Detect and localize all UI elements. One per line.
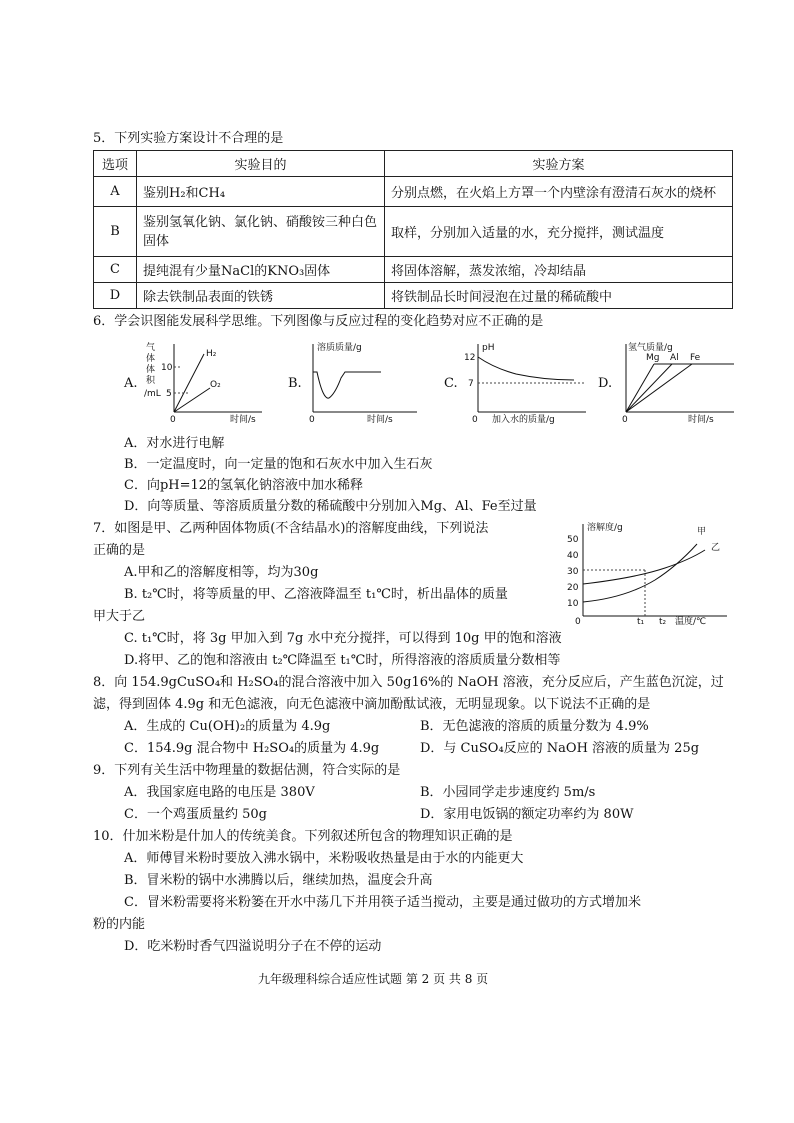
q10-option-a: A．师傅冒米粉时要放入沸水锅中，米粉吸收热量是由于水的内能更大 (124, 851, 524, 866)
q7-option-d: D.将甲、乙的饱和溶液由 t₂℃降温至 t₁℃时，所得溶液的溶质质量分数相等 (124, 653, 561, 668)
table-row (94, 177, 733, 207)
graph-d (616, 340, 740, 426)
solubility-ytick-20: 20 (567, 583, 579, 593)
graph-a-line-o2 (174, 388, 210, 412)
table-row (94, 207, 733, 257)
graph-c-label: C. (444, 376, 458, 391)
graph-d-series-al: Al (670, 353, 679, 363)
q10-option-c-2: 粉的内能 (93, 917, 146, 932)
q9-option-a: A．我国家庭电路的电压是 380V (124, 785, 315, 800)
q5-stem: 5．下列实验方案设计不合理的是 (93, 131, 284, 146)
q9-option-d: D．家用电饭锅的额定功率约为 80W (420, 807, 634, 822)
graph-d-xlabel: 时间/s (688, 415, 714, 425)
q8-option-d: D．与 CuSO₄反应的 NaOH 溶液的质量为 25g (420, 741, 700, 756)
header-purpose: 实验目的 (137, 151, 385, 177)
graph-a (142, 340, 272, 426)
graph-a-origin: 0 (170, 415, 176, 425)
graph-a-ytick-5: 5 (166, 389, 172, 399)
graph-a-ylabel-1: 气 (146, 343, 156, 353)
q8-option-b: B．无色滤液的溶质的质量分数为 4.9% (420, 719, 649, 734)
q6-option-a: A．对水进行电解 (124, 436, 225, 451)
q6-stem: 6．学会识图能发展科学思维。下列图像与反应过程的变化趋势对应不正确的是 (93, 314, 544, 329)
graph-d-ylabel: 氢气质量/g (628, 343, 673, 353)
q7-option-b-2: 甲大于乙 (93, 609, 146, 624)
q8-option-a: A．生成的 Cu(OH)₂的质量为 4.9g (124, 719, 331, 734)
row-plan: 将铁制品长时间浸泡在过量的稀硫酸中 (385, 283, 733, 309)
graph-d-origin: 0 (622, 415, 628, 425)
q9-option-c: C．一个鸡蛋质量约 50g (124, 807, 267, 822)
graph-c-curve (478, 357, 574, 380)
solubility-ytick-10: 10 (567, 599, 579, 609)
solubility-xlabel: 温度/℃ (675, 617, 707, 627)
graph-b-xlabel: 时间/s (367, 415, 393, 425)
q9-stem: 9．下列有关生活中物理量的数据估测，符合实际的是 (93, 763, 401, 778)
solubility-ytick-50: 50 (567, 535, 579, 545)
solubility-origin: 0 (575, 617, 581, 627)
graph-a-line-h2 (174, 354, 204, 412)
graph-c-xlabel: 加入水的质量/g (492, 415, 555, 425)
graph-d-line-al (626, 364, 672, 412)
graph-a-ylabel-5: /mL (144, 389, 161, 399)
graph-d-line-mg (626, 364, 654, 412)
q8-option-c: C．154.9g 混合物中 H₂SO₄的质量为 4.9g (124, 741, 380, 756)
row-purpose: 鉴别H₂和CH₄ (137, 177, 385, 207)
graph-a-label: A. (124, 376, 138, 391)
q10-stem: 10．什加米粉是什加人的传统美食。下列叙述所包含的物理知识正确的是 (93, 829, 513, 844)
graph-c-ytick-12: 12 (464, 353, 476, 363)
q7-option-c: C. t₁℃时，将 3g 甲加入到 7g 水中充分搅拌，可以得到 10g 甲的饱和溶液 (124, 631, 562, 646)
graph-d-series-mg: Mg (646, 353, 660, 363)
graph-c-ytick-7: 7 (468, 379, 474, 389)
solubility-ytick-30: 30 (567, 567, 579, 577)
graph-b-label: B. (288, 376, 302, 391)
graph-c-origin: 0 (472, 415, 478, 425)
q6-option-d: D．向等质量、等溶质质量分数的稀硫酸中分别加入Mg、Al、Fe至过量 (124, 499, 537, 514)
graph-a-ylabel-3: 体 (146, 365, 156, 375)
row-option: D (94, 283, 137, 309)
q8-stem-1: 8．向 154.9gCuSO₄和 H₂SO₄的混合溶液中加入 50g16%的 NaOH 溶液，充分反应后，产生蓝色沉淀，过 (93, 675, 724, 690)
solubility-ylabel: 溶解度/g (587, 523, 623, 533)
row-plan: 将固体溶解，蒸发浓缩，冷却结晶 (385, 257, 733, 283)
row-purpose: 除去铁制品表面的铁锈 (137, 283, 385, 309)
row-option: A (94, 177, 137, 207)
graph-c-ylabel: pH (482, 343, 495, 353)
header-option: 选项 (94, 151, 137, 177)
solubility-series-jia: 甲 (697, 527, 707, 537)
graph-b-ylabel: 溶质质量/g (317, 343, 362, 353)
row-purpose: 提纯混有少量NaCl的KNO₃固体 (137, 257, 385, 283)
q8-stem-2: 滤，得到固体 4.9g 和无色滤液，向无色滤液中滴加酚酞试液，无明显现象。以下说法不正确的是 (93, 697, 651, 712)
q7-stem-1: 7．如图是甲、乙两种固体物质(不含结晶水)的溶解度曲线，下列说法 (93, 521, 489, 536)
graph-a-ytick-10: 10 (161, 363, 173, 373)
row-plan: 取样，分别加入适量的水，充分搅拌，测试温度 (385, 207, 733, 257)
row-purpose: 鉴别氢氧化钠、氯化钠、硝酸铵三种白色固体 (137, 207, 385, 257)
q6-option-c: C．向pH=12的氢氧化钠溶液中加水稀释 (124, 478, 364, 493)
graph-b-origin: 0 (309, 415, 315, 425)
graph-a-xlabel: 时间/s (230, 415, 256, 425)
solubility-ytick-40: 40 (567, 551, 579, 561)
table-header-row (94, 151, 733, 177)
row-option: C (94, 257, 137, 283)
graph-a-ylabel-4: 积 (146, 376, 156, 386)
solubility-curve-jia (583, 544, 697, 602)
row-option: B (94, 207, 137, 257)
solubility-series-yi: 乙 (711, 543, 721, 553)
q10-option-d: D．吃米粉时香气四溢说明分子在不停的运动 (124, 939, 382, 954)
q7-option-a: A.甲和乙的溶解度相等，均为30g (124, 565, 319, 580)
header-plan: 实验方案 (385, 151, 733, 177)
row-plan: 分别点燃，在火焰上方罩一个内壁涂有澄清石灰水的烧杯 (385, 177, 733, 207)
table-row (94, 283, 733, 309)
solubility-t1: t₁ (637, 617, 645, 627)
table-row (94, 257, 733, 283)
graph-a-series-o2: O₂ (210, 380, 221, 390)
graph-a-ylabel-2: 体 (146, 354, 156, 364)
q7-option-b-1: B. t₂℃时，将等质量的甲、乙溶液降温至 t₁℃时，析出晶体的质量 (124, 587, 508, 602)
graph-d-label: D. (598, 376, 613, 391)
graph-d-line-fe (626, 364, 692, 412)
q7-stem-2: 正确的是 (93, 543, 146, 558)
page-footer: 九年级理科综合适应性试题 第 2 页 共 8 页 (258, 972, 489, 986)
graph-b (305, 340, 425, 426)
q6-option-b: B．一定温度时，向一定量的饱和石灰水中加入生石灰 (124, 457, 433, 472)
graph-d-series-fe: Fe (690, 353, 701, 363)
q10-option-c-1: C．冒米粉需要将米粉篓在开水中荡几下并用筷子适当搅动，主要是通过做功的方式增加米 (124, 895, 641, 910)
graph-a-series-h2: H₂ (206, 349, 217, 359)
q10-option-b: B．冒米粉的锅中水沸腾以后，继续加热，温度会升高 (124, 873, 433, 888)
solubility-graph (565, 520, 735, 628)
graph-c (462, 340, 592, 426)
q9-option-b: B．小园同学走步速度约 5m/s (420, 785, 596, 800)
experiment-table (93, 150, 733, 309)
solubility-t2: t₂ (659, 617, 667, 627)
graph-b-curve (313, 372, 381, 398)
